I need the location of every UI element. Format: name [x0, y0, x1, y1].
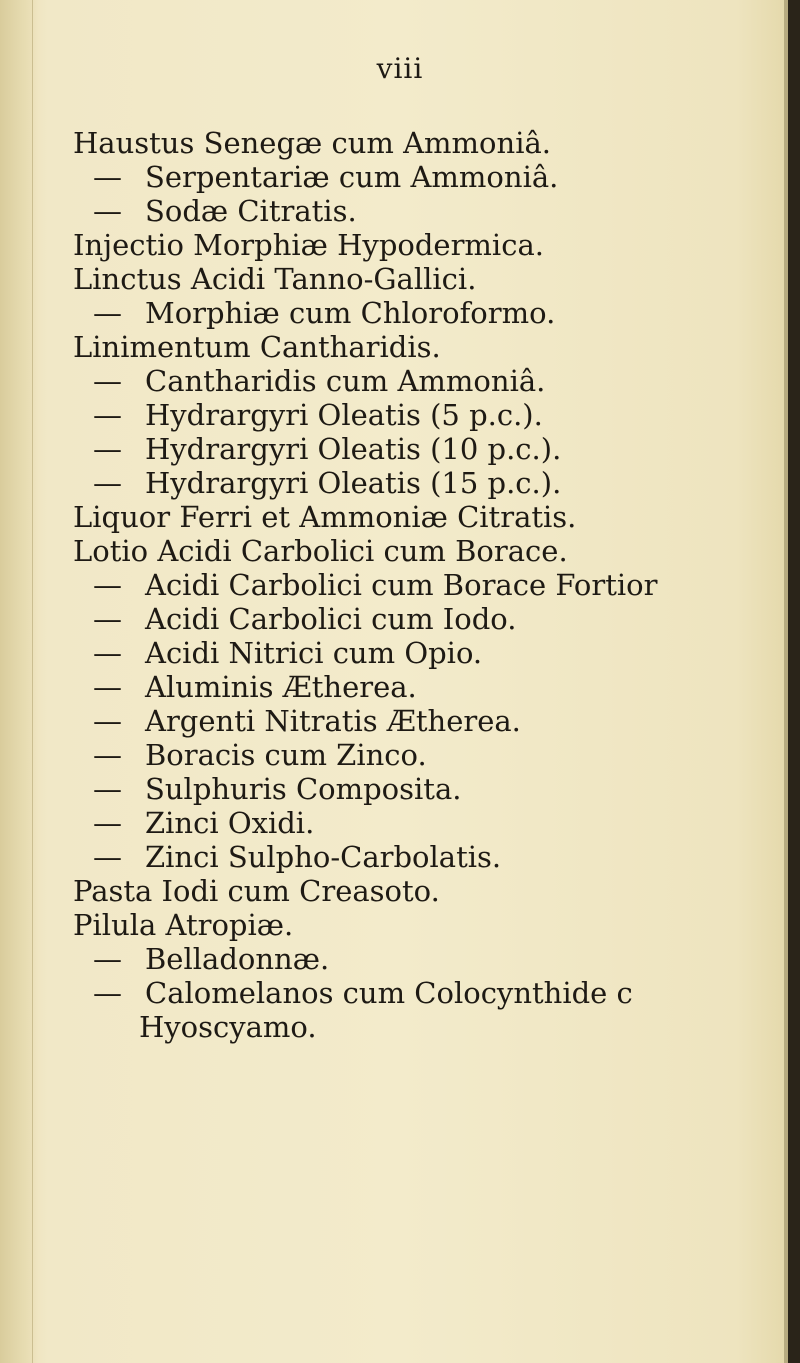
formula-entry [73, 228, 793, 262]
formula-entry [73, 296, 793, 330]
formula-entry [73, 704, 793, 738]
formula-text: Hydrargyri Oleatis (15 p.c.). [145, 466, 562, 500]
formula-text: Hydrargyri Oleatis (5 p.c.). [145, 398, 543, 432]
formula-list [73, 126, 793, 1044]
ditto-dash: — [93, 806, 122, 840]
formula-text: Zinci Oxidi. [145, 806, 315, 840]
formula-entry [73, 738, 793, 772]
formula-entry [73, 398, 793, 432]
ditto-dash: — [93, 296, 122, 330]
formula-text: Hyoscyamo. [139, 1010, 317, 1044]
formula-text: Aluminis Ætherea. [145, 670, 417, 704]
ditto-dash: — [93, 194, 122, 228]
formula-text: Linimentum Cantharidis. [73, 330, 441, 364]
formula-text: Acidi Carbolici cum Borace Fortior [145, 568, 658, 602]
formula-text: Pasta Iodi cum Creasoto. [73, 874, 440, 908]
ditto-dash: — [93, 670, 122, 704]
page-number: viii [376, 52, 424, 85]
formula-entry [73, 942, 793, 976]
ditto-dash: — [93, 942, 122, 976]
formula-entry [73, 194, 793, 228]
formula-text: Zinci Sulpho-Carbolatis. [145, 840, 502, 874]
ditto-dash: — [93, 976, 122, 1010]
formula-entry [73, 908, 793, 942]
formula-text: Sulphuris Composita. [145, 772, 462, 806]
formula-text: Injectio Morphiæ Hypodermica. [73, 228, 544, 262]
ditto-dash: — [93, 432, 122, 466]
formula-entry [73, 126, 793, 160]
formula-text: Argenti Nitratis Ætherea. [145, 704, 521, 738]
formula-text: Lotio Acidi Carbolici cum Borace. [73, 534, 568, 568]
formula-entry [73, 806, 793, 840]
formula-entry [73, 262, 793, 296]
formula-text: Hydrargyri Oleatis (10 p.c.). [145, 432, 562, 466]
formula-entry [73, 670, 793, 704]
ditto-dash: — [93, 772, 122, 806]
formula-entry [73, 364, 793, 398]
formula-text: Morphiæ cum Chloroformo. [145, 296, 556, 330]
formula-entry [73, 534, 793, 568]
ditto-dash: — [93, 738, 122, 772]
formula-text: Calomelanos cum Colocynthide c [145, 976, 633, 1010]
ditto-dash: — [93, 636, 122, 670]
formula-entry [73, 874, 793, 908]
ditto-dash: — [93, 160, 122, 194]
formula-entry [73, 432, 793, 466]
formula-text: Pilula Atropiæ. [73, 908, 294, 942]
formula-entry [73, 602, 793, 636]
formula-entry [73, 772, 793, 806]
ditto-dash: — [93, 398, 122, 432]
formula-entry [73, 330, 793, 364]
ditto-dash: — [93, 840, 122, 874]
formula-text: Sodæ Citratis. [145, 194, 357, 228]
formula-text: Cantharidis cum Ammoniâ. [145, 364, 546, 398]
formula-text: Liquor Ferri et Ammoniæ Citratis. [73, 500, 577, 534]
page-left-rule [32, 0, 33, 1363]
formula-entry [73, 636, 793, 670]
ditto-dash: — [93, 466, 122, 500]
ditto-dash: — [93, 364, 122, 398]
formula-text: Acidi Nitrici cum Opio. [145, 636, 483, 670]
ditto-dash: — [93, 602, 122, 636]
formula-text: Acidi Carbolici cum Iodo. [145, 602, 517, 636]
formula-entry [73, 568, 793, 602]
ditto-dash: — [93, 704, 122, 738]
formula-text: Serpentariæ cum Ammoniâ. [145, 160, 559, 194]
formula-text: Belladonnæ. [145, 942, 330, 976]
formula-text: Haustus Senegæ cum Ammoniâ. [73, 126, 551, 160]
formula-entry [73, 840, 793, 874]
formula-text: Boracis cum Zinco. [145, 738, 427, 772]
formula-text: Linctus Acidi Tanno-Gallici. [73, 262, 477, 296]
formula-entry [73, 976, 793, 1010]
formula-entry [73, 500, 793, 534]
ditto-dash: — [93, 568, 122, 602]
formula-entry [73, 1010, 793, 1044]
formula-entry [73, 160, 793, 194]
formula-entry [73, 466, 793, 500]
